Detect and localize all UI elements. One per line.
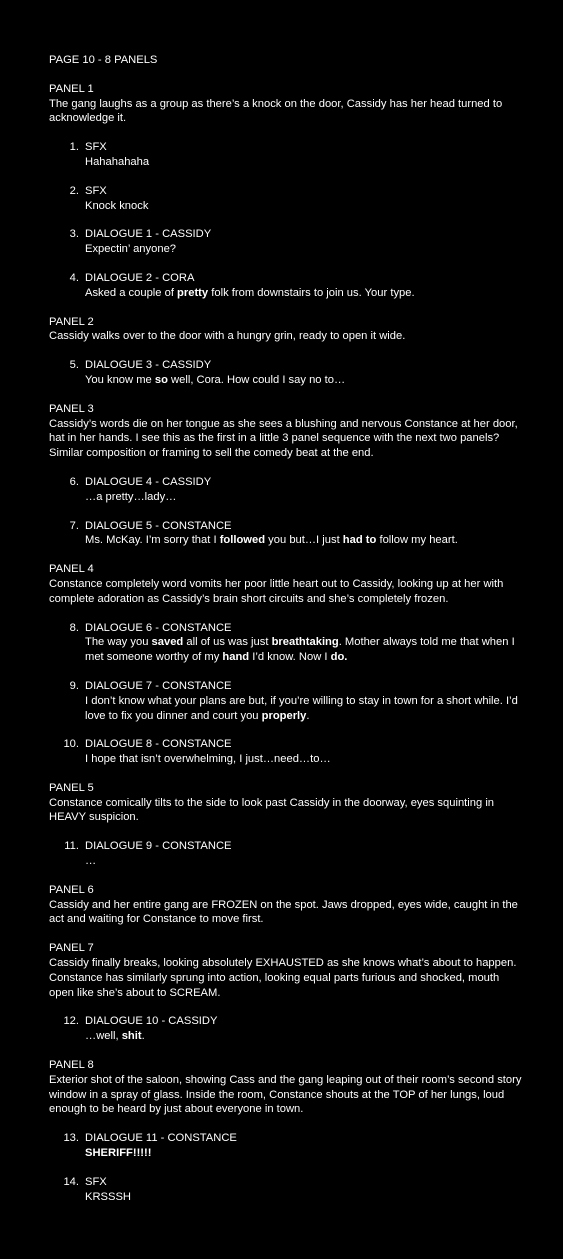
item-label: DIALOGUE 9 - CONSTANCE <box>85 840 232 853</box>
script-item <box>49 140 523 170</box>
item-label: SFX <box>85 141 107 154</box>
item-number: 8. <box>69 621 79 634</box>
emphasis-text: saved <box>151 636 184 649</box>
panel-title: PANEL 8 <box>49 1059 94 1072</box>
text-segment: You know me <box>85 373 155 386</box>
text-segment: all of us was just <box>183 636 272 649</box>
item-label: DIALOGUE 6 - CONSTANCE <box>85 621 232 634</box>
script-item-list <box>49 621 523 767</box>
panel-description: Constance completely word vomits her poor little heart out to Cassidy, looking up at her with complete adoration as Cassidy’s brain short circuits and she’s completely frozen. <box>49 577 504 605</box>
item-number: 3. <box>69 228 79 241</box>
script-item <box>49 1175 523 1205</box>
item-number: 5. <box>69 359 79 372</box>
panel-description: Constance comically tilts to the side to look past Cassidy in the doorway, eyes squinting in HEAVY suspicion. <box>49 796 495 824</box>
text-segment: Asked a couple of <box>85 286 178 299</box>
item-label: DIALOGUE 10 - CASSIDY <box>85 1015 218 1028</box>
text-segment: KRSSSH <box>85 1190 132 1203</box>
item-label: DIALOGUE 7 - CONSTANCE <box>85 679 232 692</box>
emphasis-text: had to <box>342 534 377 547</box>
panel-title: PANEL 7 <box>49 942 94 955</box>
text-segment: …a pretty…lady… <box>85 490 177 503</box>
script-item <box>49 621 523 665</box>
text-segment: . <box>306 709 310 722</box>
panel-title: PANEL 5 <box>49 781 94 794</box>
script-item <box>49 737 523 767</box>
item-label: DIALOGUE 11 - CONSTANCE <box>85 1132 237 1145</box>
emphasis-text: SHERIFF!!!!! <box>85 1147 152 1160</box>
emphasis-text: do. <box>330 651 348 664</box>
item-label: DIALOGUE 5 - CONSTANCE <box>85 519 232 532</box>
panel-section <box>49 1058 523 1204</box>
item-text <box>85 854 523 869</box>
emphasis-text: properly <box>261 709 307 722</box>
text-segment: … <box>85 855 97 868</box>
item-text <box>85 155 523 170</box>
panel-title: PANEL 3 <box>49 402 94 415</box>
panel-description: Cassidy walks over to the door with a hungry grin, ready to open it wide. <box>49 330 406 343</box>
item-text <box>85 286 523 301</box>
text-segment: you but…I just <box>265 534 343 547</box>
text-segment: Knock knock <box>85 199 149 212</box>
script-item <box>49 358 523 388</box>
script-item <box>49 839 523 869</box>
item-label: SFX <box>85 1175 107 1188</box>
item-number: 12. <box>63 1015 79 1028</box>
panel-section <box>49 781 523 869</box>
item-text <box>85 533 523 548</box>
panel-title: PANEL 1 <box>49 82 94 95</box>
item-label: DIALOGUE 2 - CORA <box>85 271 195 284</box>
item-number: 7. <box>69 519 79 532</box>
item-label: DIALOGUE 3 - CASSIDY <box>85 359 212 372</box>
text-segment: well, Cora. How could I say no to… <box>167 373 346 386</box>
item-number: 4. <box>69 271 79 284</box>
text-segment: I hope that isn’t overwhelming, I just…need…to… <box>85 753 331 766</box>
panel-description: The gang laughs as a group as there’s a knock on the door, Cassidy has her head turned to acknowledge it. <box>49 97 503 125</box>
item-text <box>85 1190 523 1205</box>
script-item <box>49 184 523 214</box>
text-segment: …well, <box>85 1030 122 1043</box>
text-segment: follow my heart. <box>376 534 458 547</box>
script-item-list <box>49 839 523 869</box>
script-item-list <box>49 1131 523 1204</box>
panel-title: PANEL 2 <box>49 315 94 328</box>
text-segment: Hahahahaha <box>85 155 150 168</box>
item-text <box>85 694 523 724</box>
emphasis-text: breathtaking <box>271 636 339 649</box>
emphasis-text: so <box>154 373 168 386</box>
script-item-list <box>49 475 523 548</box>
script-item <box>49 1131 523 1161</box>
text-segment: The way you <box>85 636 152 649</box>
text-segment: Ms. McKay. I’m sorry that I <box>85 534 220 547</box>
item-number: 14. <box>63 1175 79 1188</box>
script-item <box>49 475 523 505</box>
item-label: SFX <box>85 184 107 197</box>
item-number: 13. <box>63 1132 79 1145</box>
panel-title: PANEL 4 <box>49 563 94 576</box>
item-text <box>85 752 523 767</box>
text-segment: folk from downstairs to join us. Your type. <box>208 286 415 299</box>
item-number: 2. <box>69 184 79 197</box>
page-header: PAGE 10 - 8 PANELS <box>49 54 158 66</box>
script-item <box>49 1014 523 1044</box>
script-item-list <box>49 1014 523 1044</box>
panel-description: Cassidy’s words die on her tongue as she sees a blushing and nervous Constance at her door, hat in her hands. I see this as the first in a little 3 panel sequence with the next two panels? Similar composition or framing to sell the comedy beat at the end. <box>49 417 518 460</box>
item-number: 11. <box>64 840 79 853</box>
item-text <box>85 242 523 257</box>
panel-section <box>49 562 523 767</box>
panel-section <box>49 402 523 548</box>
item-text <box>85 490 523 505</box>
item-number: 9. <box>69 679 79 692</box>
script-item-list <box>49 140 523 300</box>
emphasis-text: followed <box>219 534 266 547</box>
panel-section <box>49 82 523 301</box>
item-number: 1. <box>69 141 79 154</box>
script-item <box>49 679 523 723</box>
panel-description: Cassidy and her entire gang are FROZEN on the spot. Jaws dropped, eyes wide, caught in the act and waiting for Constance to move first. <box>49 898 518 926</box>
emphasis-text: pretty <box>177 286 209 299</box>
item-label: DIALOGUE 8 - CONSTANCE <box>85 738 232 751</box>
panel-title: PANEL 6 <box>49 883 94 896</box>
emphasis-text: shit <box>121 1030 142 1043</box>
script-item <box>49 227 523 257</box>
item-label: DIALOGUE 4 - CASSIDY <box>85 475 212 488</box>
panel-description: Cassidy finally breaks, looking absolutely EXHAUSTED as she knows what’s about to happen. Constance has similarly sprung into action, looking equal parts furious and shocked, mouth open like she’s about to SCREAM. <box>49 957 517 999</box>
item-number: 10. <box>63 738 79 751</box>
script-item <box>49 519 523 549</box>
item-text <box>85 1146 523 1161</box>
script-item-list <box>49 358 523 388</box>
text-segment: . Mother always told me that when I met someone worthy of my <box>85 636 515 664</box>
text-segment: Expectin’ anyone? <box>85 243 177 256</box>
item-text <box>85 373 523 388</box>
text-segment: I don’t know what your plans are but, if you’re willing to stay in town for a short while. I’d love to fix you dinner and court you <box>85 694 518 722</box>
item-number: 6. <box>69 475 79 488</box>
panel-description: Exterior shot of the saloon, showing Cass and the gang leaping out of their room’s second story window in a spray of glass. Inside the room, Constance shouts at the TOP of her lungs, loud enough to be heard by just about everyone in town. <box>49 1073 522 1116</box>
panel-section <box>49 883 523 927</box>
panels-container <box>49 82 523 1205</box>
text-segment: . <box>141 1030 145 1043</box>
script-item <box>49 271 523 301</box>
emphasis-text: hand <box>222 651 250 664</box>
panel-section <box>49 941 523 1044</box>
panel-section <box>49 315 523 388</box>
item-text <box>85 199 523 214</box>
item-text <box>85 1029 523 1044</box>
item-label: DIALOGUE 1 - CASSIDY <box>85 228 212 241</box>
item-text <box>85 635 523 665</box>
text-segment: I’d know. Now I <box>249 651 331 664</box>
